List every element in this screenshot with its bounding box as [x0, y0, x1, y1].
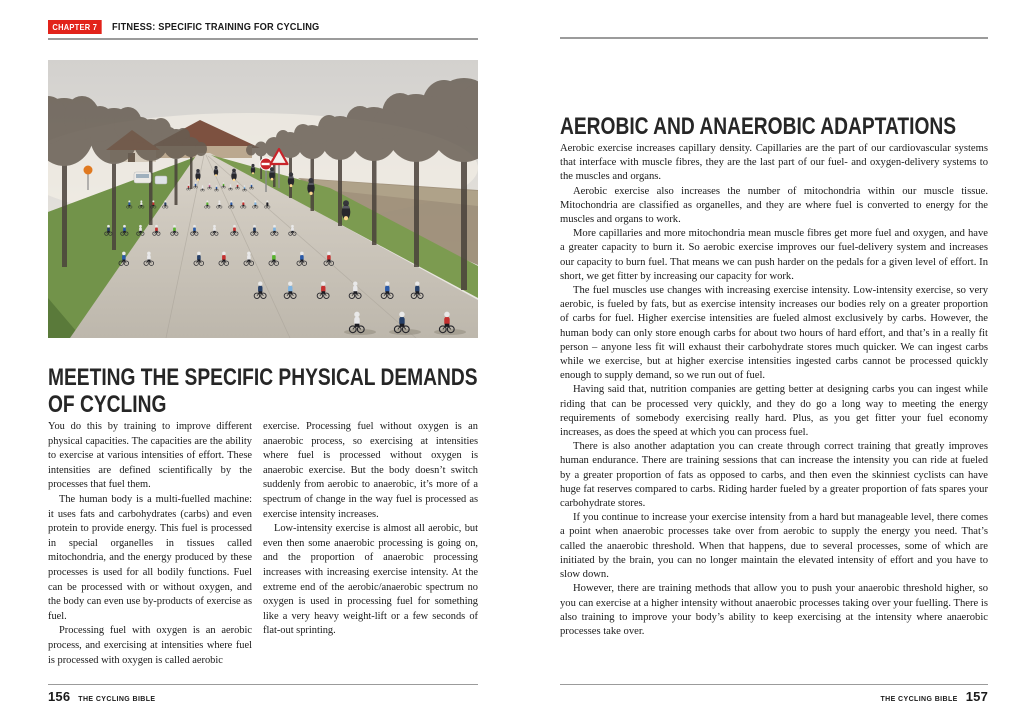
- paragraph: If you continue to increase your exercise intensity from a hard but manageable level, there comes a point when anaerobic processes take over from aerobic to supply the energy you need. That’s called the anaerobic threshold. When that happens, due to several processes, some of which are initiated by the brain, you can no longer maintain the elevated intensity of effort and you have to slow down.: [560, 512, 988, 581]
- left-heading-line-1: MEETING THE SPECIFIC PHYSICAL DEMANDS: [48, 364, 478, 391]
- left-page-footer: [48, 684, 478, 704]
- header-rule: [560, 37, 988, 39]
- paragraph: Aerobic exercise also increases the number of mitochondria within our muscle tissue. Mitochondria are classified as organelles, and they are where fuel is converted to energy for the muscles and organs to work.: [560, 185, 988, 226]
- paragraph: Low-intensity exercise is almost all aerobic, but even then some anaerobic processing is going on, and the proportion of anaerobic processing increases with increasing exercise intensity. At the extreme end of the aerobic/anaerobic spectrum no oxygen is used in processing fuel for something like a very heavy weight-lift or a few seconds of flat-out sprinting.: [263, 523, 478, 637]
- paragraph: You do this by training to improve different physical capacities. The capacities are the ability to exercise at various intensities of effort. These intensities are defined scientifically by the processes that fuel them.: [48, 421, 252, 491]
- chapter-badge: CHAPTER 7: [48, 20, 102, 34]
- book-title: THE CYCLING BIBLE: [880, 696, 958, 703]
- book-title: THE CYCLING BIBLE: [78, 696, 156, 703]
- paragraph: The fuel muscles use changes with increasing exercise intensity. Low-intensity exercise, so very aerobic, is fueled by fats, but as exercise intensity increases our bodies rely on a greater proportion of carbs for fuel. Higher exercise intensities are fueled almost exclusively by carbs. However, the human body can only store enough carbs for about two hours of hard effort, and that’s in a really fit person – anyone less fit will exhaust their carbohydrate stores much quicker. We can ingest carbs while we exercise, but at higher exercise intensities ingested carbs cannot be processed quickly enough to supply demand, so we run out of fuel.: [560, 285, 988, 382]
- paragraph: The human body is a multi-fuelled machine: it uses fats and carbohydrates (carbs) and even protein to provide energy. This fuel is processed in special organelles in tissues called mitochondria, and the energy produced by these processes is used for all bodily functions. Fuel can be processed with or without oxygen, and the body can even use by-products of exercise as fuel.: [48, 493, 252, 622]
- peloton-photo: [48, 60, 478, 338]
- chapter-header: [48, 20, 478, 34]
- paragraph: exercise. Processing fuel without oxygen is an anaerobic process, so exercising at intensities where fuel is processed without oxygen is anaerobic exercise. But the body doesn’t switch suddenly from aerobic to anaerobic, it’s more of a spectrum of change in the way fuel is processed as exercise intensity increases.: [263, 421, 478, 520]
- left-page: [48, 0, 478, 726]
- left-heading-line-2: OF CYCLING: [48, 391, 167, 418]
- paragraph: More capillaries and more mitochondria mean muscle fibres get more fuel and oxygen, and have a greater capacity to burn it. So aerobic exercise improves our fuel-delivery system and increases our capacity to burn fuel. That means we can push harder on the pedals for a given level of effort. In short, we get fitter by increasing our capacity for work.: [560, 228, 988, 282]
- body-column-1: [48, 420, 252, 668]
- paragraph: Aerobic exercise increases capillary density. Capillaries are the part of our cardiovascular systems that interface with muscle fibres, they are the last part of our fuel- and oxygen-delivery systems to the muscles and organs.: [560, 143, 988, 183]
- left-page-body: [48, 420, 478, 668]
- paragraph: There is also another adaptation you can create through correct training that greatly improves human endurance. There are training sessions that can increase the intensity you can ride at fueled by a greater proportion of fats as opposed to carbs, and then even the skinniest cyclists can have huge fat reserves compared to carbs. Riding harder fueled by a greater proportion of fats spares your carbohydrate stores.: [560, 441, 988, 510]
- right-page: [560, 0, 988, 726]
- right-page-footer: [560, 684, 988, 704]
- body-column-2: [263, 420, 478, 668]
- page-number: 156: [48, 689, 71, 704]
- chapter-title: FITNESS: SPECIFIC TRAINING FOR CYCLING: [111, 20, 320, 33]
- header-rule: [48, 38, 478, 40]
- right-page-heading: AEROBIC AND ANAEROBIC ADAPTATIONS: [560, 113, 957, 140]
- paragraph: Having said that, nutrition companies are getting better at designing carbs you can ingest while riding that can be processed very quickly, and they do go a long way to meeting the energy requirements of somebody exercising really hard. Plus, as you get fitter your fuel economy increases, as does the speed at which you can process fuel.: [560, 384, 988, 439]
- left-page-heading: [48, 364, 478, 418]
- page-number: 157: [965, 689, 988, 704]
- peloton-photo-illustration: [48, 60, 478, 338]
- right-page-body: [560, 142, 988, 639]
- paragraph: Processing fuel with oxygen is an aerobic process, and exercising at intensities where fuel is processed with oxygen is called aerobic: [48, 625, 252, 666]
- paragraph: However, there are training methods that allow you to push your anaerobic threshold higher, so you can exercise at a higher intensity without anaerobic processes taking over your fuelling. There is also training to improve your body’s ability to keep exercising at the intensity where anaerobic processes take over.: [560, 583, 988, 637]
